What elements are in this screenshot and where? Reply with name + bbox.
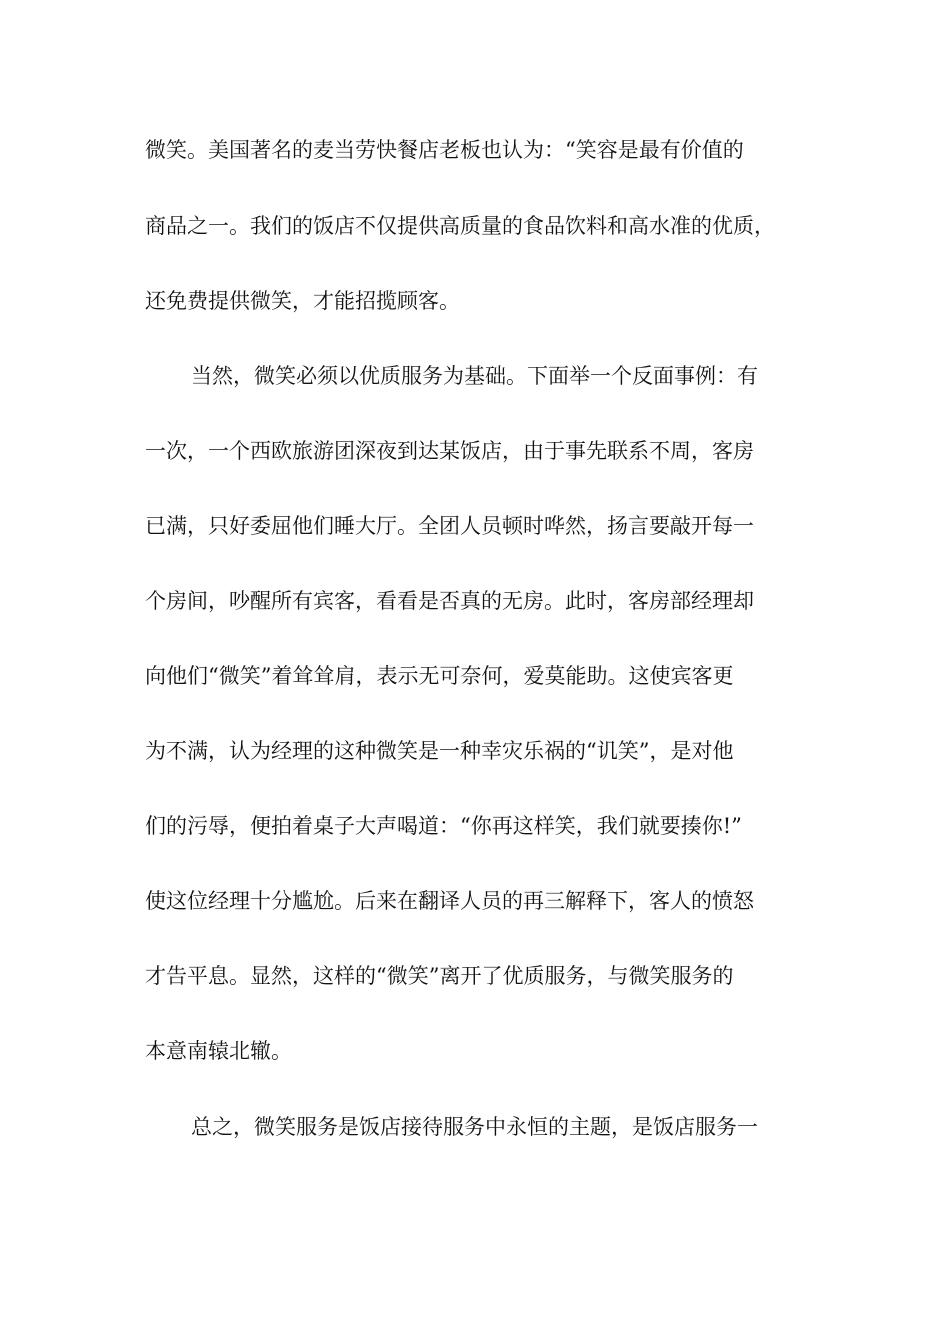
text-line: 才告平息。显然，这样的“微笑”离开了优质服务，与微笑服务的 <box>145 964 734 988</box>
paragraph-first-line: 当然，微笑必须以优质服务为基础。下面举一个反面事例：有 <box>191 364 758 388</box>
text-line: 为不满，认为经理的这种微笑是一种幸灾乐祸的“讥笑”，是对他 <box>145 739 734 763</box>
text-line: 们的污辱，便拍着桌子大声喝道：“你再这样笑，我们就要揍你!” <box>145 814 742 838</box>
text-line: 使这位经理十分尴尬。后来在翻译人员的再三解释下，客人的愤怒 <box>145 889 754 913</box>
text-line: 微笑。美国著名的麦当劳快餐店老板也认为：“笑容是最有价值的 <box>145 138 744 162</box>
text-line: 一次，一个西欧旅游团深夜到达某饭店，由于事先联系不周，客房 <box>145 439 754 463</box>
text-line: 向他们“微笑”着耸耸肩，表示无可奈何，爱莫能助。这使宾客更 <box>145 664 734 688</box>
text-line: 商品之一。我们的饭店不仅提供高质量的食品饮料和高水准的优质， <box>145 214 775 238</box>
text-line: 还免费提供微笑，才能招揽顾客。 <box>145 289 460 313</box>
text-line: 已满，只好委屈他们睡大厅。全团人员顿时哗然，扬言要敲开每一 <box>145 514 754 538</box>
text-line: 个房间，吵醒所有宾客，看看是否真的无房。此时，客房部经理却 <box>145 589 754 613</box>
text-line: 本意南辕北辙。 <box>145 1039 292 1063</box>
paragraph-first-line: 总之，微笑服务是饭店接待服务中永恒的主题，是饭店服务一 <box>191 1115 758 1139</box>
